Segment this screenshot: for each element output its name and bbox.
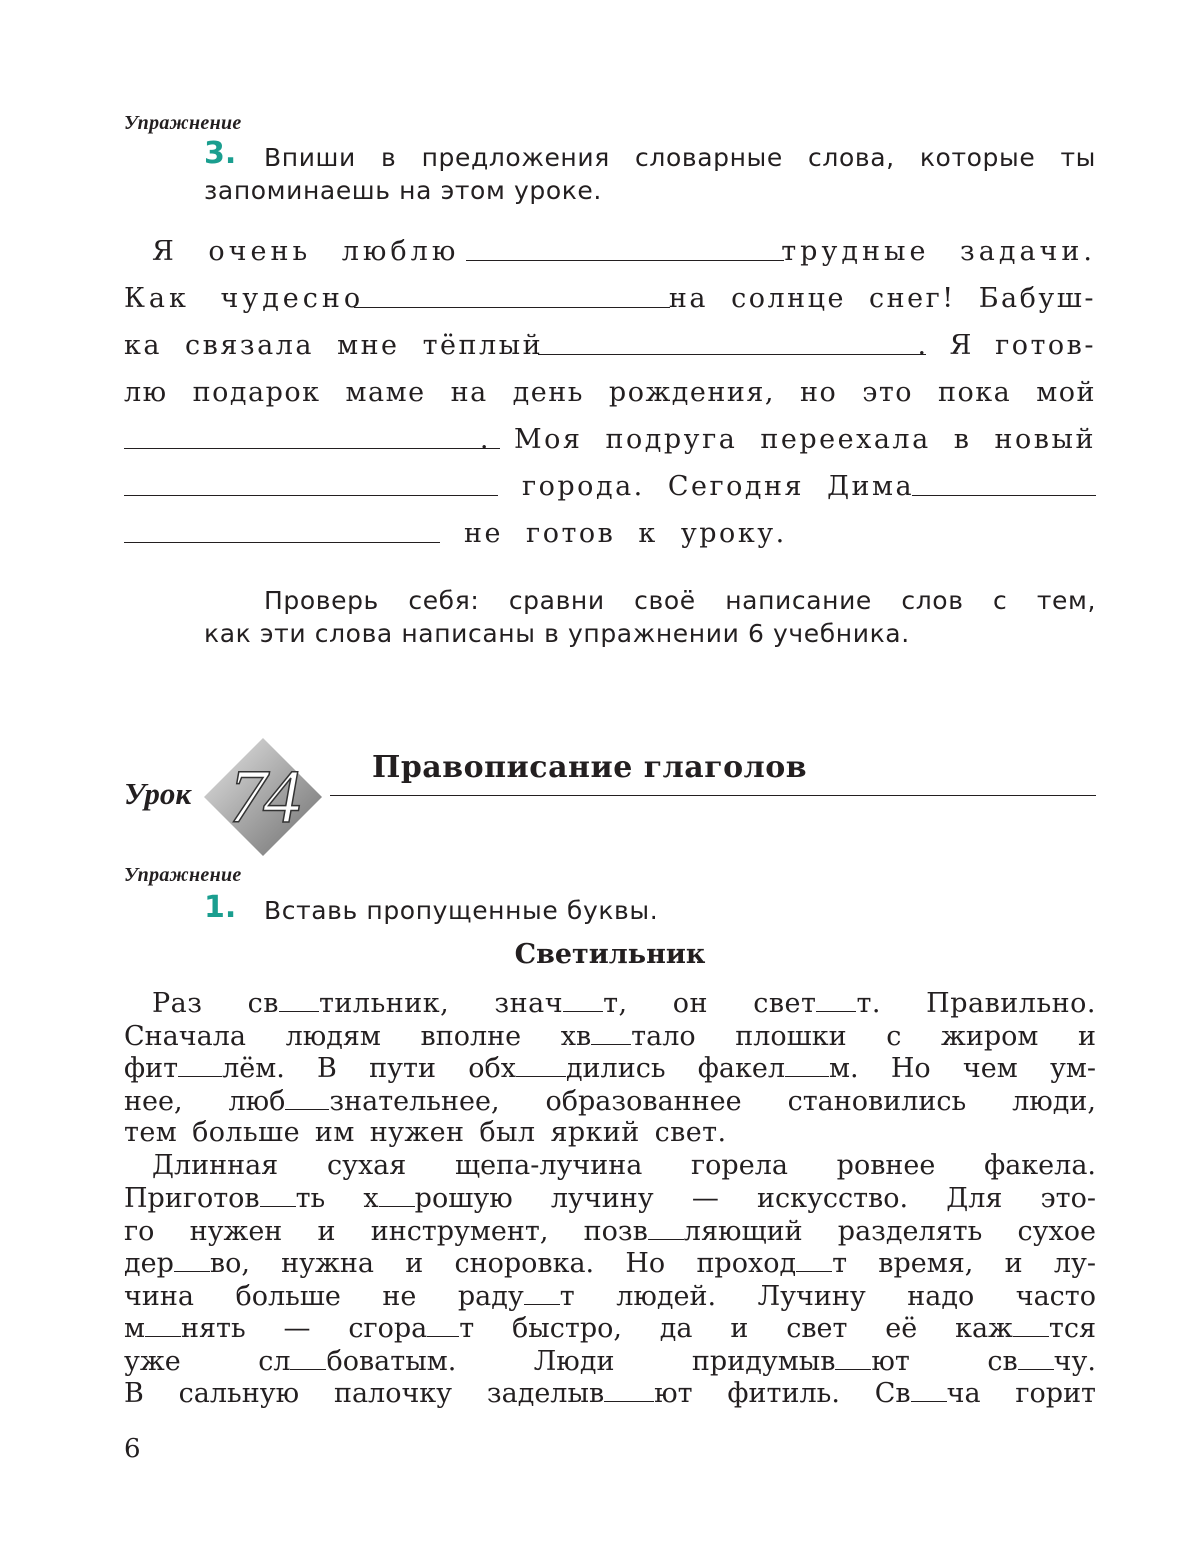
- story-fragment: лём. В пути обх: [222, 1053, 516, 1084]
- letter-gap[interactable]: [290, 1345, 326, 1370]
- story-fragment: знательнее, образованнее становились люди,: [329, 1086, 1097, 1117]
- story-fragment: Раз св: [152, 988, 279, 1019]
- letter-gap[interactable]: [563, 987, 603, 1012]
- story-fragment: чина больше не раду: [124, 1281, 524, 1312]
- story-fragment: уже сл: [124, 1346, 291, 1377]
- letter-gap[interactable]: [816, 987, 856, 1012]
- letter-gap[interactable]: [174, 1247, 210, 1272]
- story-fragment: тся: [1048, 1313, 1096, 1344]
- letter-gap[interactable]: [1013, 1312, 1049, 1337]
- story-title: Светильник: [514, 939, 706, 970]
- answer-blank[interactable]: [538, 353, 926, 355]
- lesson-title-rule: [330, 795, 1096, 796]
- lesson-number-badge: [204, 738, 322, 856]
- exercise-label: Упражнение: [124, 864, 242, 886]
- story-line: [124, 1280, 1096, 1313]
- sentence-text: . Моя подруга переехала в новый: [479, 424, 1096, 455]
- story-fragment: дер: [124, 1248, 174, 1279]
- story-line: [152, 987, 1096, 1020]
- letter-gap[interactable]: [145, 1312, 181, 1337]
- story-line: [124, 1377, 1096, 1410]
- answer-blank[interactable]: [466, 259, 784, 261]
- story-fragment: нять — сгора: [181, 1313, 428, 1344]
- sentence-line: [124, 234, 1096, 270]
- story-fragment: т. Правильно.: [856, 988, 1096, 1019]
- letter-gap[interactable]: [591, 1020, 631, 1045]
- sentence-line: [124, 375, 1096, 411]
- story-fragment: т людей. Лучину надо часто: [559, 1281, 1096, 1312]
- story-fragment: т быстро, да и свет её каж: [459, 1313, 1013, 1344]
- self-check-line: как эти слова написаны в упражнении 6 учебника.: [204, 619, 910, 648]
- letter-gap[interactable]: [785, 1052, 829, 1077]
- page-number: 6: [124, 1434, 141, 1464]
- exercise-task-line: запоминаешь на этом уроке.: [204, 176, 602, 205]
- story-fragment: м: [124, 1313, 146, 1344]
- answer-blank[interactable]: [354, 306, 670, 308]
- story-fragment: ть х: [295, 1183, 379, 1214]
- sentence-text: Как чудесно: [124, 283, 365, 314]
- story-fragment: боватым. Люди придумыв: [326, 1346, 836, 1377]
- story-fragment: ляющий разделять сухое: [683, 1216, 1096, 1247]
- letter-gap[interactable]: [285, 1085, 329, 1110]
- answer-blank[interactable]: [912, 494, 1096, 496]
- story-line: [124, 1345, 1096, 1378]
- answer-blank[interactable]: [124, 541, 440, 543]
- story-fragment: В сальную палочку заделыв: [124, 1378, 605, 1409]
- story-fragment: тильник, знач: [319, 988, 564, 1019]
- letter-gap[interactable]: [796, 1247, 832, 1272]
- story-fragment: рошую лучину — искусство. Для это-: [414, 1183, 1096, 1214]
- letter-gap[interactable]: [178, 1052, 222, 1077]
- story-line: [124, 1052, 1096, 1085]
- sentence-text: лю подарок маме на день рождения, но это пока мой: [124, 377, 1096, 408]
- letter-gap[interactable]: [379, 1182, 415, 1207]
- story-fragment: ча горит: [946, 1378, 1096, 1409]
- letter-gap[interactable]: [279, 987, 319, 1012]
- story-line: [124, 1247, 1096, 1280]
- lesson-number: 74: [229, 755, 297, 839]
- story-fragment: фит: [124, 1053, 179, 1084]
- story-line: [124, 1312, 1096, 1345]
- story-fragment: м. Но чем ум-: [829, 1053, 1096, 1084]
- sentence-line: [124, 469, 1096, 505]
- story-fragment: Приготов: [124, 1183, 260, 1214]
- sentence-text: ка связала мне тёплый: [124, 330, 544, 361]
- lesson-label: Урок: [124, 776, 192, 811]
- self-check-line: Проверь себя: сравни своё написание слов с тем,: [264, 586, 1096, 615]
- letter-gap[interactable]: [427, 1312, 459, 1337]
- story-line: [124, 1182, 1096, 1215]
- story-line: [124, 1117, 1096, 1150]
- story-line: [124, 1085, 1096, 1118]
- sentence-text: Я очень люблю: [152, 236, 460, 267]
- story-fragment: во, нужна и сноровка. Но проход: [209, 1248, 797, 1279]
- answer-blank[interactable]: [124, 494, 498, 496]
- story-fragment: дились факел: [565, 1053, 786, 1084]
- letter-gap[interactable]: [260, 1182, 296, 1207]
- letter-gap[interactable]: [1018, 1345, 1054, 1370]
- sentence-line: [124, 516, 1096, 552]
- story-fragment: го нужен и инструмент, позв: [124, 1216, 648, 1247]
- letter-gap[interactable]: [911, 1377, 947, 1402]
- sentence-text: трудные задачи.: [781, 236, 1096, 267]
- story-fragment: чу.: [1053, 1346, 1096, 1377]
- story-fragment: тем больше им нужен был яркий свет.: [124, 1117, 727, 1148]
- story-line: [152, 1150, 1096, 1183]
- lesson-title: Правописание глаголов: [372, 750, 808, 785]
- sentence-line: [124, 328, 1096, 364]
- sentence-text: на солнце снег! Бабуш-: [668, 283, 1096, 314]
- sentence-line: [124, 422, 1096, 458]
- story-line: [124, 1020, 1096, 1053]
- story-fragment: т время, и лу-: [832, 1248, 1097, 1279]
- story-fragment: нее, люб: [124, 1086, 286, 1117]
- exercise-task-line: Впиши в предложения словарные слова, которые ты: [264, 143, 1096, 172]
- sentence-text: . Я готов-: [917, 330, 1096, 361]
- letter-gap[interactable]: [524, 1280, 560, 1305]
- sentence-line: [124, 281, 1096, 317]
- sentence-text: города. Сегодня Дима: [522, 471, 915, 502]
- story-fragment: тало плошки с жиром и: [631, 1021, 1096, 1052]
- story-fragment: ют св: [871, 1346, 1018, 1377]
- story-line: [124, 1215, 1096, 1248]
- exercise-label: Упражнение: [124, 112, 242, 134]
- story-fragment: ют фитиль. Св: [654, 1378, 911, 1409]
- letter-gap[interactable]: [604, 1377, 654, 1402]
- letter-gap[interactable]: [835, 1345, 871, 1370]
- answer-blank[interactable]: [124, 447, 500, 449]
- letter-gap[interactable]: [516, 1052, 566, 1077]
- story-fragment: Длинная сухая щепа-лучина горела ровнее факела.: [152, 1150, 1096, 1181]
- exercise-number: 3.: [204, 136, 237, 171]
- exercise-task: Вставь пропущенные буквы.: [264, 896, 659, 925]
- letter-gap[interactable]: [648, 1215, 684, 1240]
- sentence-text: не готов к уроку.: [464, 518, 787, 549]
- story-fragment: т, он свет: [603, 988, 817, 1019]
- exercise-number: 1.: [204, 890, 237, 925]
- story-fragment: Сначала людям вполне хв: [124, 1021, 592, 1052]
